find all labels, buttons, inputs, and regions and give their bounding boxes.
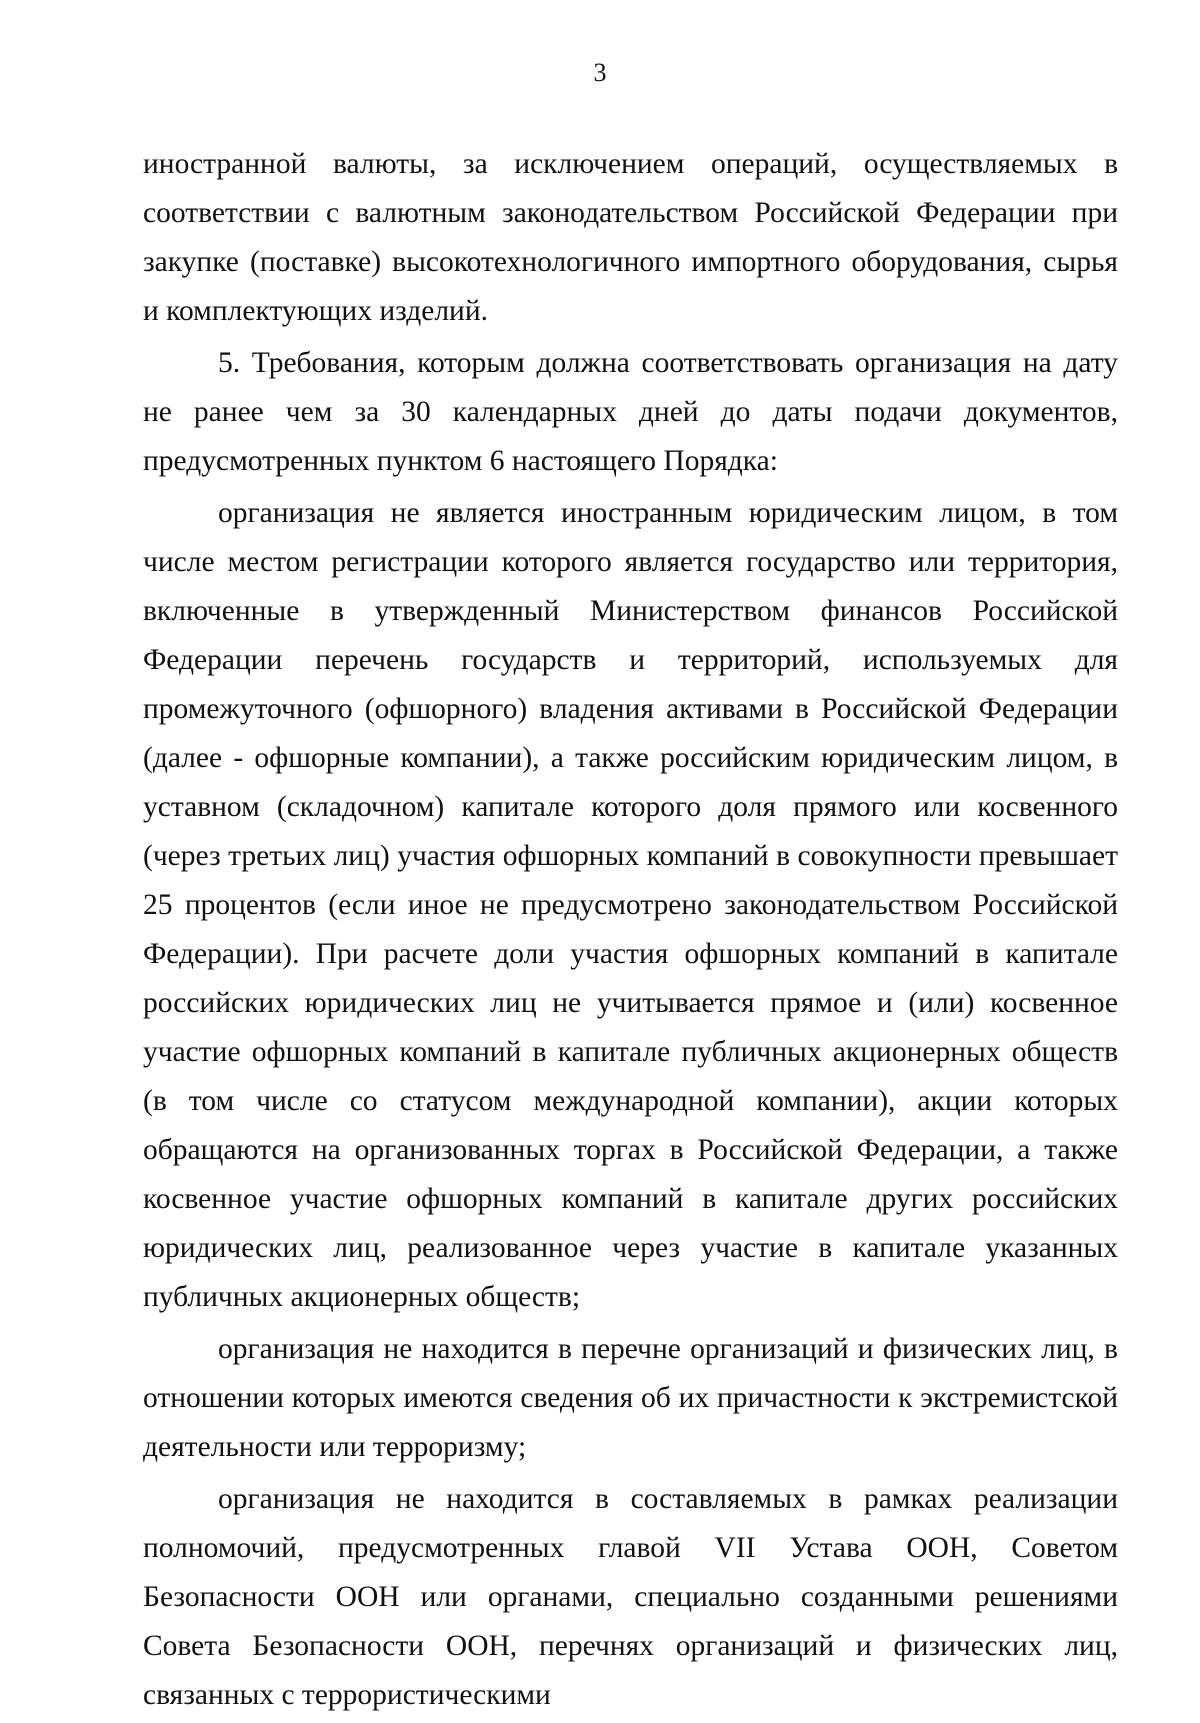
paragraph-offshore-requirement: организация не является иностранным юридическим лицом, в том числе местом регистрации которого является государство или территория, включенные в утвержденный Министерством финансов Российской Федерации перечень государств и территорий, используемых для промежуточного (офшорного) владения активами в Российской Федерации (далее - офшорные компании), а также российским юридическим лицом, в уставном (складочном) капитале которого доля прямого или косвенного (через третьих лиц) участия офшорных компаний в совокупности превышает 25 процентов (если иное не предусмотрено законодательством Российской Федерации). При расчете доли участия офшорных компаний в капитале российских юридических лиц не учитывается прямое и (или) косвенное участие офшорных компаний в капитале публичных акционерных обществ (в том числе со статусом международной компании), акции которых обращаются на организованных торгах в Российской Федерации, а также косвенное участие офшорных компаний в капитале других российских юридических лиц, реализованное через участие в капитале указанных публичных акционерных обществ; (143, 497, 1118, 1313)
paragraph-un-lists-requirement: организация не находится в составляемых в рамках реализации полномочий, предусмотренных главой VII Устава ООН, Советом Безопасности ООН или органами, специально созданными решениями Совета Безопасности ООН, перечнях организаций и физических лиц, связанных с террористическими (143, 1483, 1118, 1711)
paragraph-currency-continuation: иностранной валюты, за исключением операций, осуществляемых в соответствии с валютным законодательством Российской Федерации при закупке (поставке) высокотехнологичного импортного оборудования, сырья и комплектующих изделий. (143, 148, 1118, 327)
paragraph-requirements-item-5: 5. Требования, которым должна соответствовать организация на дату не ранее чем за 30 календарных дней до даты подачи документов, предусмотренных пунктом 6 настоящего Порядка: (143, 347, 1118, 477)
page-number: 3 (593, 58, 607, 87)
document-body (143, 140, 1118, 1723)
paragraph-extremism-requirement: организация не находится в перечне организаций и физических лиц, в отношении которых имеются сведения об их причастности к экстремистской деятельности или терроризму; (143, 1333, 1118, 1463)
